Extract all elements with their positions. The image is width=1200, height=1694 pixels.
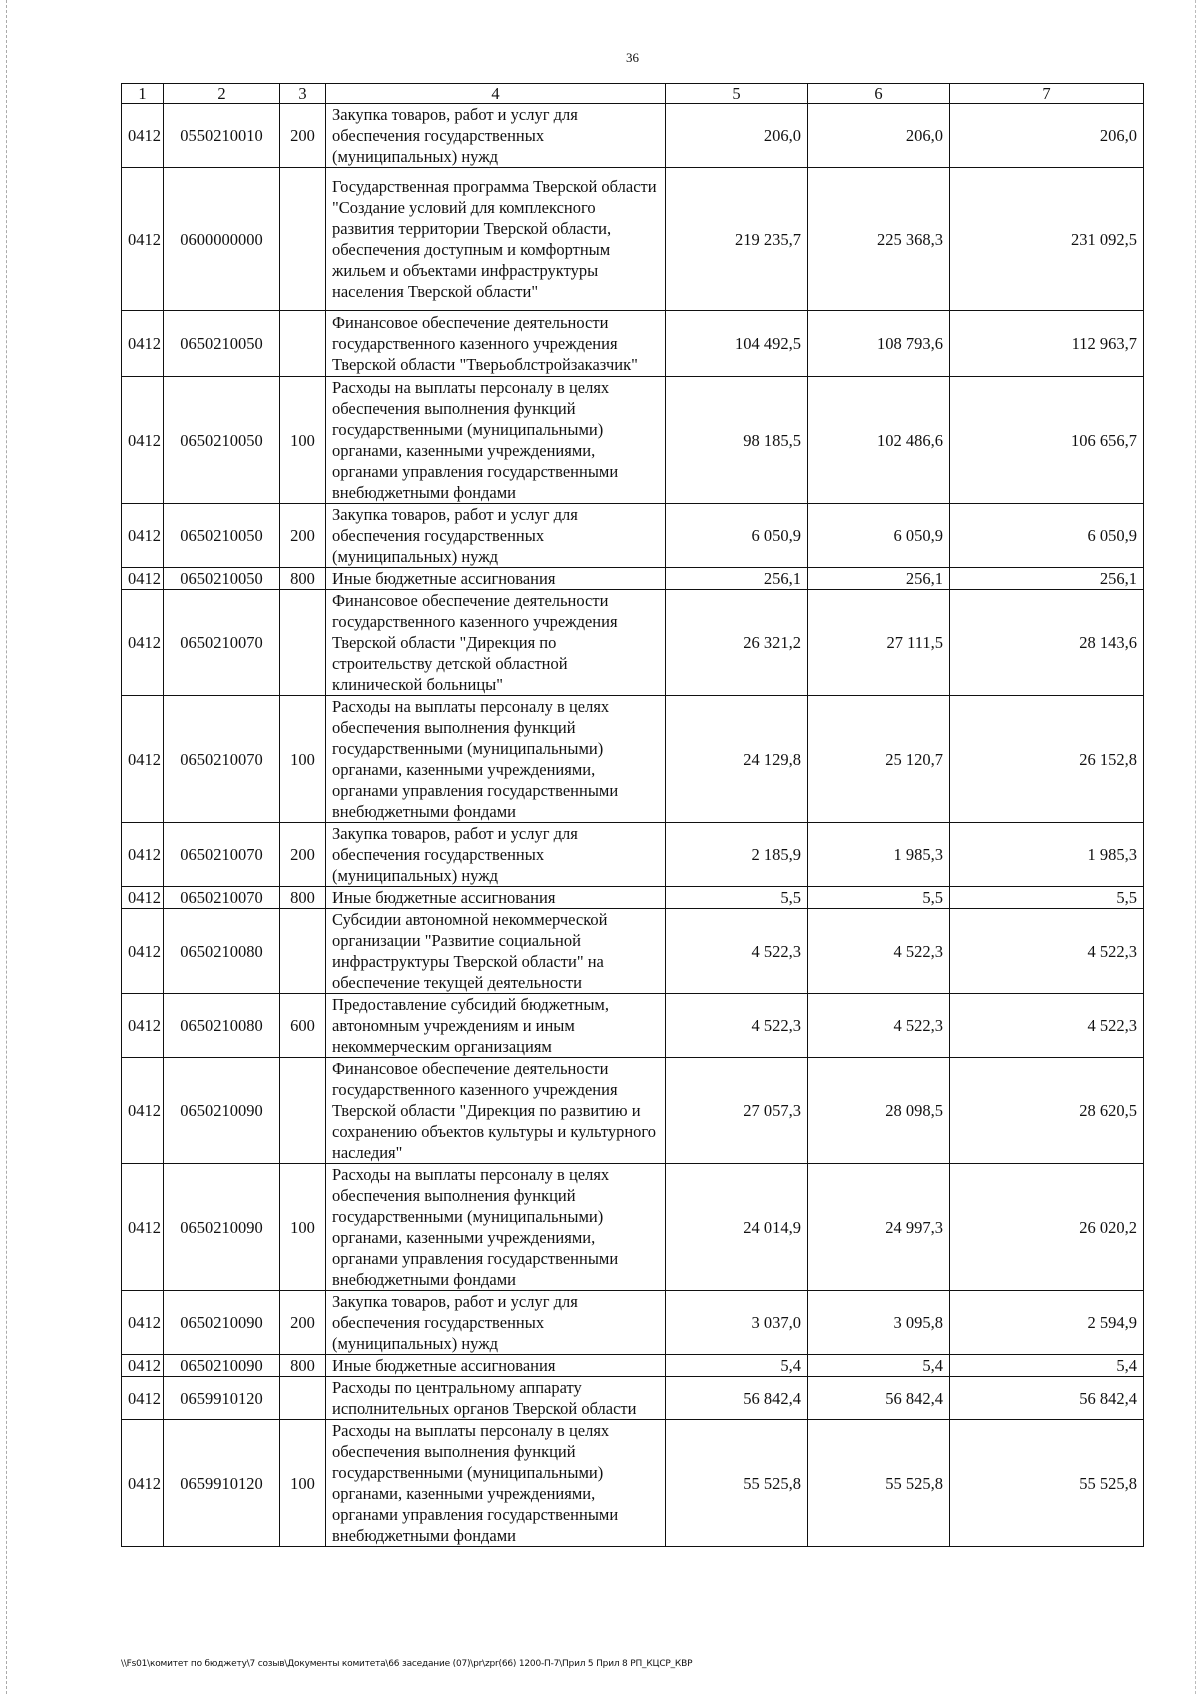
amount-col7-cell: 256,1 [950, 568, 1144, 590]
item-name-cell: Расходы на выплаты персоналу в целях обеспечения выполнения функций государственными (муниципальными) органами, казенными учреждениями, органами управления государственными внебюджетными фондами [326, 377, 666, 504]
expense-type-code-cell: 200 [280, 823, 326, 887]
amount-col6-cell: 27 111,5 [808, 590, 950, 696]
item-name-cell: Иные бюджетные ассигнования [326, 1355, 666, 1377]
amount-col5-cell: 98 185,5 [666, 377, 808, 504]
amount-col5-cell: 5,4 [666, 1355, 808, 1377]
amount-col7-cell: 55 525,8 [950, 1420, 1144, 1547]
amount-col6-cell: 55 525,8 [808, 1420, 950, 1547]
amount-col6-cell: 24 997,3 [808, 1164, 950, 1291]
amount-col6-cell: 28 098,5 [808, 1058, 950, 1164]
amount-col7-cell: 231 092,5 [950, 168, 1144, 311]
table-row [122, 1164, 1144, 1291]
table-row [122, 696, 1144, 823]
section-code-cell: 0412 [122, 1291, 164, 1355]
table-row [122, 1355, 1144, 1377]
expense-type-code-cell: 200 [280, 1291, 326, 1355]
expense-type-code-cell [280, 311, 326, 377]
target-article-code-cell: 0659910120 [164, 1420, 280, 1547]
table-row [122, 909, 1144, 994]
amount-col5-cell: 4 522,3 [666, 909, 808, 994]
column-number-row [122, 84, 1144, 104]
table-row [122, 590, 1144, 696]
amount-col6-cell: 4 522,3 [808, 994, 950, 1058]
target-article-code-cell: 0659910120 [164, 1377, 280, 1420]
budget-table [121, 83, 1144, 1547]
column-number: 7 [950, 84, 1144, 104]
amount-col7-cell: 1 985,3 [950, 823, 1144, 887]
expense-type-code-cell [280, 168, 326, 311]
target-article-code-cell: 0650210090 [164, 1164, 280, 1291]
expense-type-code-cell: 600 [280, 994, 326, 1058]
section-code-cell: 0412 [122, 823, 164, 887]
table-row [122, 568, 1144, 590]
target-article-code-cell: 0650210070 [164, 590, 280, 696]
target-article-code-cell: 0650210090 [164, 1355, 280, 1377]
amount-col5-cell: 27 057,3 [666, 1058, 808, 1164]
table-row [122, 1377, 1144, 1420]
target-article-code-cell: 0650210070 [164, 696, 280, 823]
section-code-cell: 0412 [122, 1355, 164, 1377]
item-name-cell: Закупка товаров, работ и услуг для обеспечения государственных (муниципальных) нужд [326, 504, 666, 568]
section-code-cell: 0412 [122, 696, 164, 823]
section-code-cell: 0412 [122, 377, 164, 504]
target-article-code-cell: 0600000000 [164, 168, 280, 311]
column-number: 1 [122, 84, 164, 104]
amount-col7-cell: 26 020,2 [950, 1164, 1144, 1291]
file-path-footer: \\Fs01\комитет по бюджету\7 созыв\Документы комитета\66 заседание (07)\pr\zpr(66) 1200-П-7\Прил 5 Прил 8 РП_КЦСР_КВР [121, 1659, 693, 1669]
expense-type-code-cell [280, 1058, 326, 1164]
amount-col7-cell: 206,0 [950, 104, 1144, 168]
amount-col6-cell: 102 486,6 [808, 377, 950, 504]
table-row [122, 823, 1144, 887]
amount-col7-cell: 28 620,5 [950, 1058, 1144, 1164]
section-code-cell: 0412 [122, 168, 164, 311]
amount-col5-cell: 5,5 [666, 887, 808, 909]
expense-type-code-cell: 100 [280, 696, 326, 823]
section-code-cell: 0412 [122, 887, 164, 909]
expense-type-code-cell: 200 [280, 504, 326, 568]
amount-col5-cell: 24 014,9 [666, 1164, 808, 1291]
page-number: 36 [626, 50, 639, 65]
item-name-cell: Финансовое обеспечение деятельности государственного казенного учреждения Тверской области "Дирекция по развитию и сохранению объектов культуры и культурного наследия" [326, 1058, 666, 1164]
expense-type-code-cell: 200 [280, 104, 326, 168]
section-code-cell: 0412 [122, 1377, 164, 1420]
item-name-cell: Закупка товаров, работ и услуг для обеспечения государственных (муниципальных) нужд [326, 823, 666, 887]
amount-col5-cell: 55 525,8 [666, 1420, 808, 1547]
amount-col7-cell: 26 152,8 [950, 696, 1144, 823]
amount-col5-cell: 6 050,9 [666, 504, 808, 568]
section-code-cell: 0412 [122, 311, 164, 377]
item-name-cell: Расходы на выплаты персоналу в целях обеспечения выполнения функций государственными (муниципальными) органами, казенными учреждениями, органами управления государственными внебюджетными фондами [326, 1420, 666, 1547]
item-name-cell: Расходы на выплаты персоналу в целях обеспечения выполнения функций государственными (муниципальными) органами, казенными учреждениями, органами управления государственными внебюджетными фондами [326, 1164, 666, 1291]
expense-type-code-cell: 800 [280, 1355, 326, 1377]
amount-col6-cell: 225 368,3 [808, 168, 950, 311]
amount-col5-cell: 4 522,3 [666, 994, 808, 1058]
amount-col6-cell: 256,1 [808, 568, 950, 590]
expense-type-code-cell: 100 [280, 1420, 326, 1547]
item-name-cell: Расходы по центральному аппарату исполнительных органов Тверской области [326, 1377, 666, 1420]
section-code-cell: 0412 [122, 104, 164, 168]
item-name-cell: Государственная программа Тверской области "Создание условий для комплексного развития территории Тверской области, обеспечения доступным и комфортным жильем и объектами инфраструктуры населения Тверской области" [326, 168, 666, 311]
target-article-code-cell: 0650210050 [164, 377, 280, 504]
item-name-cell: Иные бюджетные ассигнования [326, 887, 666, 909]
scan-edge-right [1195, 0, 1196, 1694]
item-name-cell: Субсидии автономной некоммерческой организации "Развитие социальной инфраструктуры Тверской области" на обеспечение текущей деятельности [326, 909, 666, 994]
amount-col7-cell: 4 522,3 [950, 994, 1144, 1058]
amount-col7-cell: 6 050,9 [950, 504, 1144, 568]
target-article-code-cell: 0650210050 [164, 568, 280, 590]
amount-col7-cell: 5,5 [950, 887, 1144, 909]
item-name-cell: Иные бюджетные ассигнования [326, 568, 666, 590]
table-row [122, 1291, 1144, 1355]
amount-col6-cell: 1 985,3 [808, 823, 950, 887]
amount-col5-cell: 26 321,2 [666, 590, 808, 696]
section-code-cell: 0412 [122, 1164, 164, 1291]
table-row [122, 887, 1144, 909]
amount-col6-cell: 5,5 [808, 887, 950, 909]
target-article-code-cell: 0650210050 [164, 504, 280, 568]
item-name-cell: Закупка товаров, работ и услуг для обеспечения государственных (муниципальных) нужд [326, 104, 666, 168]
section-code-cell: 0412 [122, 568, 164, 590]
item-name-cell: Расходы на выплаты персоналу в целях обеспечения выполнения функций государственными (муниципальными) органами, казенными учреждениями, органами управления государственными внебюджетными фондами [326, 696, 666, 823]
item-name-cell: Закупка товаров, работ и услуг для обеспечения государственных (муниципальных) нужд [326, 1291, 666, 1355]
amount-col7-cell: 28 143,6 [950, 590, 1144, 696]
amount-col7-cell: 56 842,4 [950, 1377, 1144, 1420]
scan-edge-left [6, 0, 7, 1694]
target-article-code-cell: 0650210050 [164, 311, 280, 377]
target-article-code-cell: 0650210090 [164, 1058, 280, 1164]
amount-col6-cell: 25 120,7 [808, 696, 950, 823]
column-number: 4 [326, 84, 666, 104]
amount-col6-cell: 3 095,8 [808, 1291, 950, 1355]
expense-type-code-cell: 100 [280, 377, 326, 504]
table-row [122, 104, 1144, 168]
target-article-code-cell: 0650210070 [164, 823, 280, 887]
amount-col5-cell: 24 129,8 [666, 696, 808, 823]
amount-col7-cell: 106 656,7 [950, 377, 1144, 504]
item-name-cell: Финансовое обеспечение деятельности государственного казенного учреждения Тверской области "Дирекция по строительству детской областной клинической больницы" [326, 590, 666, 696]
column-number: 5 [666, 84, 808, 104]
expense-type-code-cell [280, 909, 326, 994]
section-code-cell: 0412 [122, 1058, 164, 1164]
table-row [122, 1058, 1144, 1164]
table-row [122, 504, 1144, 568]
amount-col6-cell: 5,4 [808, 1355, 950, 1377]
section-code-cell: 0412 [122, 994, 164, 1058]
amount-col6-cell: 206,0 [808, 104, 950, 168]
item-name-cell: Финансовое обеспечение деятельности государственного казенного учреждения Тверской области "Тверьоблстройзаказчик" [326, 311, 666, 377]
expense-type-code-cell [280, 590, 326, 696]
amount-col7-cell: 2 594,9 [950, 1291, 1144, 1355]
amount-col5-cell: 104 492,5 [666, 311, 808, 377]
target-article-code-cell: 0650210080 [164, 909, 280, 994]
amount-col6-cell: 6 050,9 [808, 504, 950, 568]
target-article-code-cell: 0650210090 [164, 1291, 280, 1355]
table-row [122, 377, 1144, 504]
expense-type-code-cell: 100 [280, 1164, 326, 1291]
amount-col5-cell: 206,0 [666, 104, 808, 168]
amount-col7-cell: 112 963,7 [950, 311, 1144, 377]
amount-col5-cell: 2 185,9 [666, 823, 808, 887]
target-article-code-cell: 0650210070 [164, 887, 280, 909]
expense-type-code-cell [280, 1377, 326, 1420]
table-row [122, 1420, 1144, 1547]
amount-col5-cell: 256,1 [666, 568, 808, 590]
column-number: 3 [280, 84, 326, 104]
table-row [122, 994, 1144, 1058]
expense-type-code-cell: 800 [280, 568, 326, 590]
amount-col7-cell: 5,4 [950, 1355, 1144, 1377]
amount-col7-cell: 4 522,3 [950, 909, 1144, 994]
column-number: 6 [808, 84, 950, 104]
amount-col5-cell: 219 235,7 [666, 168, 808, 311]
amount-col6-cell: 4 522,3 [808, 909, 950, 994]
section-code-cell: 0412 [122, 504, 164, 568]
amount-col6-cell: 56 842,4 [808, 1377, 950, 1420]
section-code-cell: 0412 [122, 590, 164, 696]
target-article-code-cell: 0550210010 [164, 104, 280, 168]
amount-col6-cell: 108 793,6 [808, 311, 950, 377]
section-code-cell: 0412 [122, 1420, 164, 1547]
table-row [122, 311, 1144, 377]
amount-col5-cell: 56 842,4 [666, 1377, 808, 1420]
expense-type-code-cell: 800 [280, 887, 326, 909]
target-article-code-cell: 0650210080 [164, 994, 280, 1058]
column-number: 2 [164, 84, 280, 104]
item-name-cell: Предоставление субсидий бюджетным, автономным учреждениям и иным некоммерческим организациям [326, 994, 666, 1058]
section-code-cell: 0412 [122, 909, 164, 994]
table-row [122, 168, 1144, 311]
amount-col5-cell: 3 037,0 [666, 1291, 808, 1355]
